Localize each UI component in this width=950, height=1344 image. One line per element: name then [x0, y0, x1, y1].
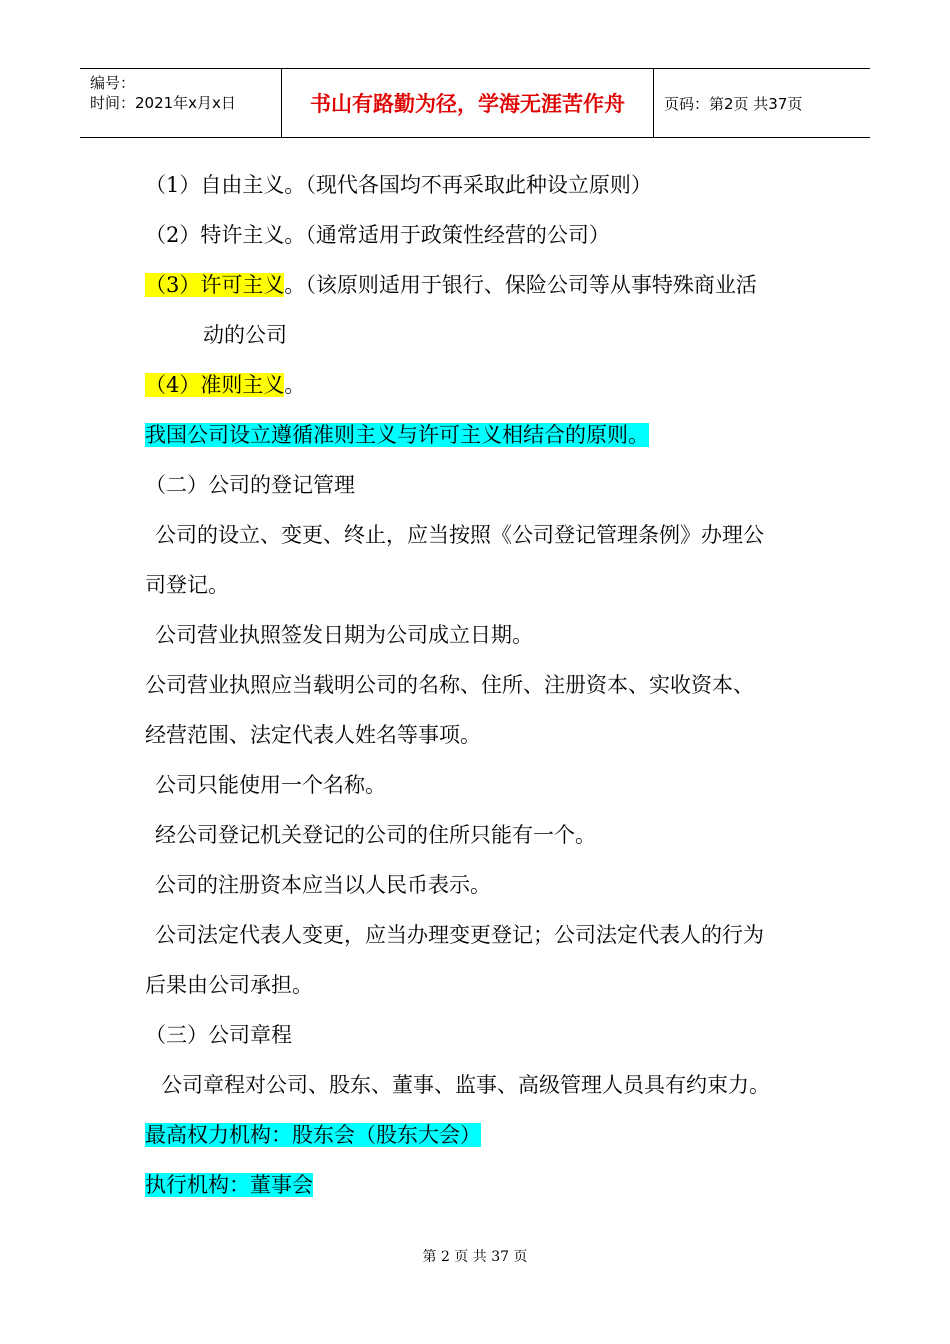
number-label: 编号： [90, 74, 136, 92]
header-page-info: 页码：第2页 共37页 [664, 94, 803, 113]
paragraph-line [145, 160, 825, 210]
paragraph-line [145, 660, 825, 710]
paragraph-line [145, 960, 825, 1010]
paragraph-line [145, 710, 825, 760]
paragraph-line [145, 910, 825, 960]
highlighted-text: 最高权力机构：股东会（股东大会） [145, 1123, 481, 1147]
paragraph-line [145, 360, 825, 410]
text-line: 。（该原则适用于银行、保险公司等从事特殊商业活 [284, 273, 757, 297]
text-line: 经营范围、法定代表人姓名等事项。 [145, 723, 481, 747]
highlighted-text: 执行机构：董事会 [145, 1173, 313, 1197]
text-line: 后果由公司承担。 [145, 973, 313, 997]
section-heading [145, 1010, 825, 1060]
highlighted-text: （4）准则主义 [145, 373, 285, 397]
text-line: 公司的注册资本应当以人民币表示。 [155, 873, 491, 897]
document-header [80, 68, 870, 138]
text-line: （1）自由主义。（现代各国均不再采取此种设立原则） [145, 173, 652, 197]
paragraph-line [145, 860, 825, 910]
paragraph-line [145, 310, 825, 360]
header-meta [80, 69, 282, 137]
text-line: 动的公司 [203, 323, 287, 347]
paragraph-line [145, 1060, 825, 1110]
page-footer: 第 2 页 共 37 页 [422, 1249, 528, 1265]
document-body [145, 160, 825, 1210]
text-line: 。 [284, 373, 306, 397]
paragraph-line [145, 510, 825, 560]
text-line: 公司法定代表人变更，应当办理变更登记；公司法定代表人的行为 [155, 923, 764, 947]
text-line: 公司营业执照签发日期为公司成立日期。 [155, 623, 533, 647]
paragraph-line [145, 1160, 825, 1210]
text-line: （2）特许主义。（通常适用于政策性经营的公司） [145, 223, 610, 247]
paragraph-line [145, 1110, 825, 1160]
text-line: （三）公司章程 [145, 1023, 292, 1047]
text-line: 经公司登记机关登记的公司的住所只能有一个。 [155, 823, 596, 847]
text-line: 司登记。 [145, 573, 229, 597]
text-line: 公司的设立、变更、终止，应当按照《公司登记管理条例》办理公 [155, 523, 764, 547]
paragraph-line [145, 410, 825, 460]
text-line: 公司章程对公司、股东、董事、监事、高级管理人员具有约束力。 [161, 1073, 770, 1097]
text-line: 公司营业执照应当载明公司的名称、住所、注册资本、实收资本、 [145, 673, 754, 697]
paragraph-line [145, 760, 825, 810]
paragraph-line [145, 260, 825, 310]
text-line: 公司只能使用一个名称。 [155, 773, 386, 797]
header-motto: 书山有路勤为径，学海无涯苦作舟 [282, 69, 654, 137]
time-label: 时间：2021年x月x日 [90, 94, 236, 112]
section-heading [145, 460, 825, 510]
text-line: （二）公司的登记管理 [145, 473, 355, 497]
paragraph-line [145, 610, 825, 660]
highlighted-text: 我国公司设立遵循准则主义与许可主义相结合的原则。 [145, 423, 649, 447]
paragraph-line [145, 810, 825, 860]
paragraph-line [145, 560, 825, 610]
paragraph-line [145, 210, 825, 260]
highlighted-text: （3）许可主义 [145, 273, 285, 297]
